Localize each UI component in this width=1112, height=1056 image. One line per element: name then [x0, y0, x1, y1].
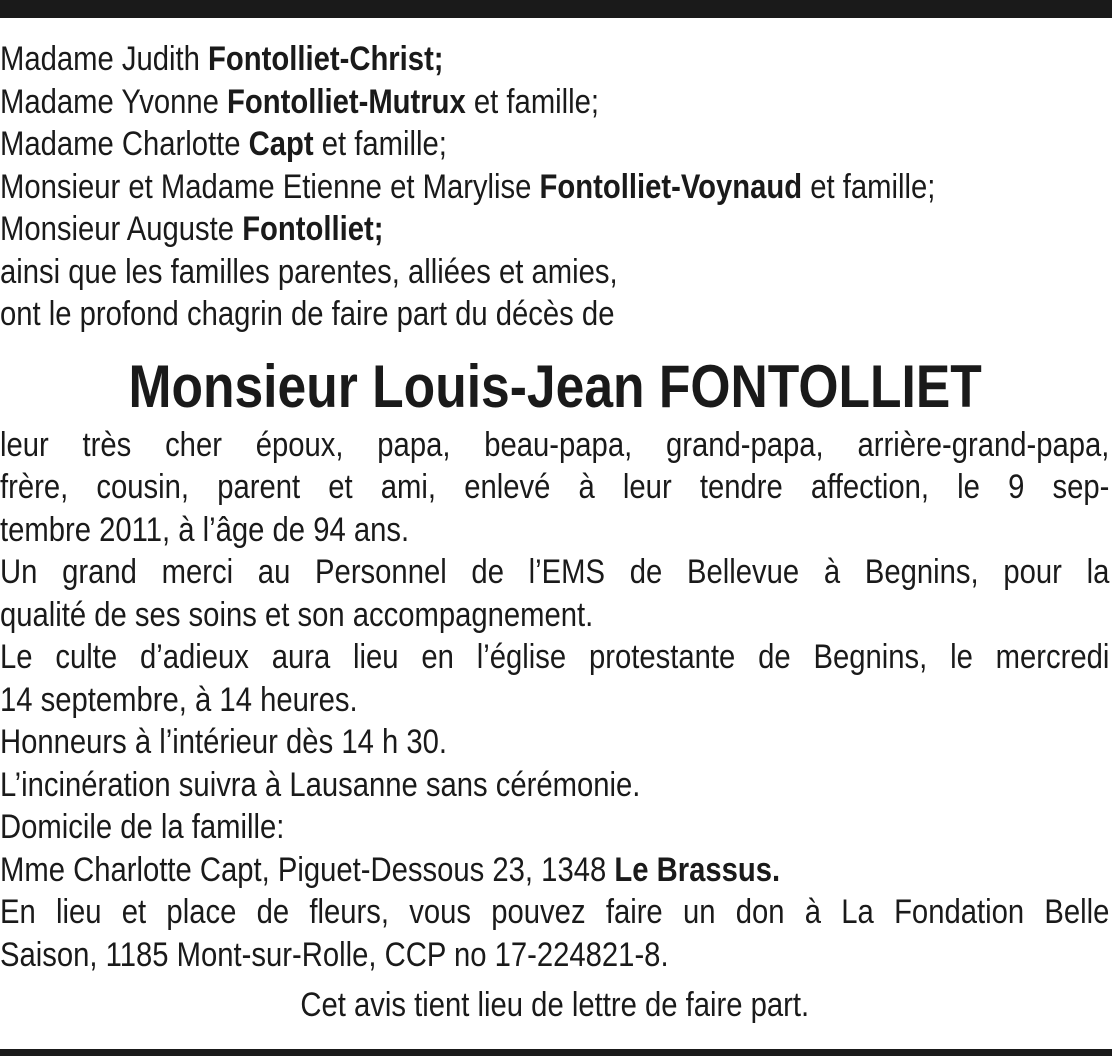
family-member-surname: Fontolliet-Christ; [208, 40, 444, 78]
relation-line-1: leur très cher époux, papa, beau-papa, grand-papa, arrière-grand-papa, [0, 425, 1110, 464]
thanks-line-2: qualité de ses soins et son accompagnement. [0, 595, 594, 634]
bottom-rule [0, 1049, 1112, 1056]
service-line-1: Le culte d’adieux aura lieu en l’église protestante de Begnins, le mercredi [0, 638, 1110, 676]
domicile-label: Domicile de la famille: [0, 808, 285, 846]
family-member-suffix: et famille; [465, 82, 600, 121]
relation-line-3: tembre 2011, à l’âge de 94 ans. [0, 510, 410, 549]
thanks-line-1: Un grand merci au Personnel de l’EMS de Bellevue à Begnins, pour la [0, 553, 1110, 591]
family-line-2 [0, 81, 1109, 124]
family-member-prefix: Madame Yvonne [0, 82, 228, 121]
family-member-prefix: Monsieur Auguste [0, 210, 243, 248]
family-member-suffix: et famille; [802, 167, 936, 206]
family-line-3 [0, 123, 1109, 166]
service-line-2: 14 septembre, à 14 heures. [0, 680, 358, 719]
cremation-line: L’incinération suivra à Lausanne sans cérémonie. [0, 765, 641, 804]
family-member-surname: Fontolliet-Mutrux [227, 82, 466, 121]
intro-line-1: ainsi que les familles parentes, alliées et amies, [0, 252, 618, 291]
family-member-surname: Fontolliet; [242, 210, 384, 248]
family-member-prefix: Madame Judith [0, 40, 209, 78]
deceased-name-text: Monsieur Louis-Jean FONTOLLIET [128, 352, 982, 420]
family-member-suffix: et famille; [313, 125, 447, 163]
domicile-address-line [0, 849, 1109, 892]
top-rule [0, 0, 1112, 18]
closing-text: Cet avis tient lieu de lettre de faire part. [300, 986, 810, 1024]
intro-line-2: ont le profond chagrin de faire part du décès de [0, 295, 615, 333]
relation-line-2: frère, cousin, parent et ami, enlevé à leur tendre affection, le 9 sep- [0, 468, 1110, 506]
closing-line [0, 984, 1110, 1027]
donation-line-1: En lieu et place de fleurs, vous pouvez faire un don à La Fondation Belle [0, 893, 1110, 931]
family-member-prefix: Madame Charlotte [0, 125, 249, 163]
domicile-town: Le Brassus. [614, 850, 781, 889]
honours-line: Honneurs à l’intérieur dès 14 h 30. [0, 723, 447, 761]
family-member-prefix: Monsieur et Madame Etienne et Marylise [0, 167, 540, 206]
domicile-address: Mme Charlotte Capt, Piguet-Dessous 23, 1348 [0, 850, 615, 889]
obituary-notice [0, 38, 1110, 1027]
family-member-surname: Capt [248, 125, 314, 163]
family-line-5 [0, 208, 1109, 251]
family-line-1 [0, 38, 1109, 81]
deceased-name [0, 354, 1110, 420]
family-line-4 [0, 166, 1109, 209]
donation-line-2: Saison, 1185 Mont-sur-Rolle, CCP no 17-224821-8. [0, 935, 669, 974]
family-member-surname: Fontolliet-Voynaud [539, 167, 803, 206]
